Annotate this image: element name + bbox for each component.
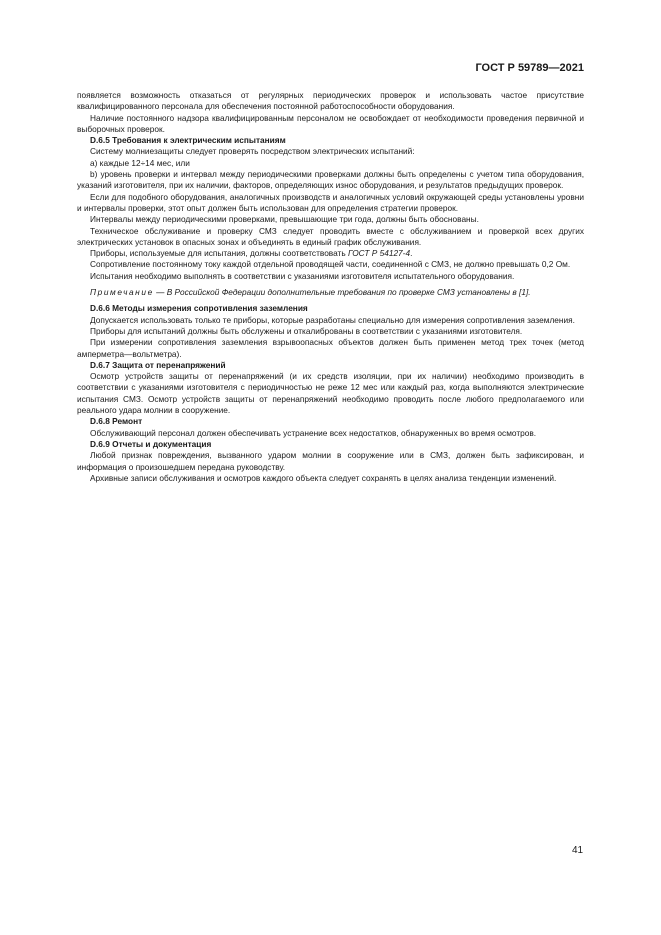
note bbox=[77, 287, 584, 298]
list-item-a: a) каждые 12÷14 мес, или bbox=[90, 157, 190, 168]
paragraph: При измерении сопротивления заземления взрывоопасных объектов должен быть применен метод трех точек (метод амперметра—вольтметра). bbox=[77, 337, 584, 359]
list-item-b: b) уровень проверки и интервал между периодическими проверками должны быть определены с учетом типа оборудования, указаний изготовителя, при их наличии, факторов, определяющих износ оборудования, и результатов предыдущих проверок. bbox=[77, 169, 584, 191]
text-run: . bbox=[410, 248, 413, 259]
paragraph: Архивные записи обслуживания и осмотров каждого объекта следует сохранять в целях анализа тенденции изменений. bbox=[90, 472, 557, 483]
document-id-header: ГОСТ Р 59789—2021 bbox=[475, 62, 584, 74]
paragraph: Если для подобного оборудования, аналогичных производств и аналогичных условий окружающей среды установлены уровни и интервалы проверки, этот опыт должен быть использован для определения стратегии проверок. bbox=[77, 191, 584, 213]
paragraph: Техническое обслуживание и проверку СМЗ следует проводить вместе с обслуживанием и проверкой всех других электрических установок в опасных зонах и объединять в единый график обслуживания. bbox=[77, 225, 584, 247]
paragraph: появляется возможность отказаться от регулярных периодических проверок и использовать частое присутствие квалифицированного персонала для обеспечения постоянной работоспособности оборудования. bbox=[77, 90, 584, 112]
note-text: — В Российской Федерации дополнительные требования по проверке СМЗ установлены в [1]. bbox=[153, 287, 531, 298]
section-heading-d68: D.6.8 Ремонт bbox=[90, 416, 143, 427]
paragraph: Сопротивление постоянному току каждой отдельной проводящей части, соединенной с СМЗ, не должно превышать 0,2 Ом. bbox=[90, 259, 571, 270]
document-body bbox=[77, 90, 584, 484]
section-heading-d67: D.6.7 Защита от перенапряжений bbox=[90, 359, 226, 370]
paragraph: Интервалы между периодическими проверками, превышающие три года, должны быть обоснованы. bbox=[90, 214, 479, 225]
paragraph: Обслуживающий персонал должен обеспечивать устранение всех недостатков, обнаруженных во время осмотров. bbox=[90, 427, 537, 438]
paragraph: Любой признак повреждения, вызванного ударом молнии в сооружение или в СМЗ, должен быть зафиксирован, и информация о произошедшем передана руководству. bbox=[77, 450, 584, 472]
section-heading-d69: D.6.9 Отчеты и документация bbox=[90, 438, 212, 449]
paragraph: Осмотр устройств защиты от перенапряжений (и их средств изоляции, при их наличии) необходимо производить в соответствии с указаниями изготовителя с периодичностью не реже 12 мес или каждый раз, когда выполняются электрические испытания СМЗ. Осмотр устройств защиты от перенапряжений необходимо проводить после любого предполагаемого или реального удара молнии в сооружение. bbox=[77, 371, 584, 416]
paragraph: Допускается использовать только те приборы, которые разработаны специально для измерения сопротивления заземления. bbox=[90, 314, 575, 325]
paragraph: Испытания необходимо выполнять в соответствии с указаниями изготовителя испытательного оборудования. bbox=[90, 270, 515, 281]
paragraph: Систему молниезащиты следует проверять посредством электрических испытаний: bbox=[90, 146, 415, 157]
section-heading-d66: D.6.6 Методы измерения сопротивления заземления bbox=[90, 303, 308, 314]
standard-reference: ГОСТ Р 54127-4 bbox=[347, 248, 411, 259]
page-number: 41 bbox=[572, 845, 584, 856]
paragraph: Приборы для испытаний должны быть обслужены и откалиброваны в соответствии с указаниями изготовителя. bbox=[90, 325, 523, 336]
paragraph: Наличие постоянного надзора квалифицированным персоналом не освобождает от необходимости проведения первичной и выборочных проверок. bbox=[77, 112, 584, 134]
note-label: Примечание bbox=[90, 287, 154, 298]
text-run: Приборы, используемые для испытания, должны соответствовать bbox=[90, 248, 348, 259]
section-heading-d65: D.6.5 Требования к электрическим испытаниям bbox=[90, 135, 286, 146]
paragraph bbox=[77, 248, 584, 259]
